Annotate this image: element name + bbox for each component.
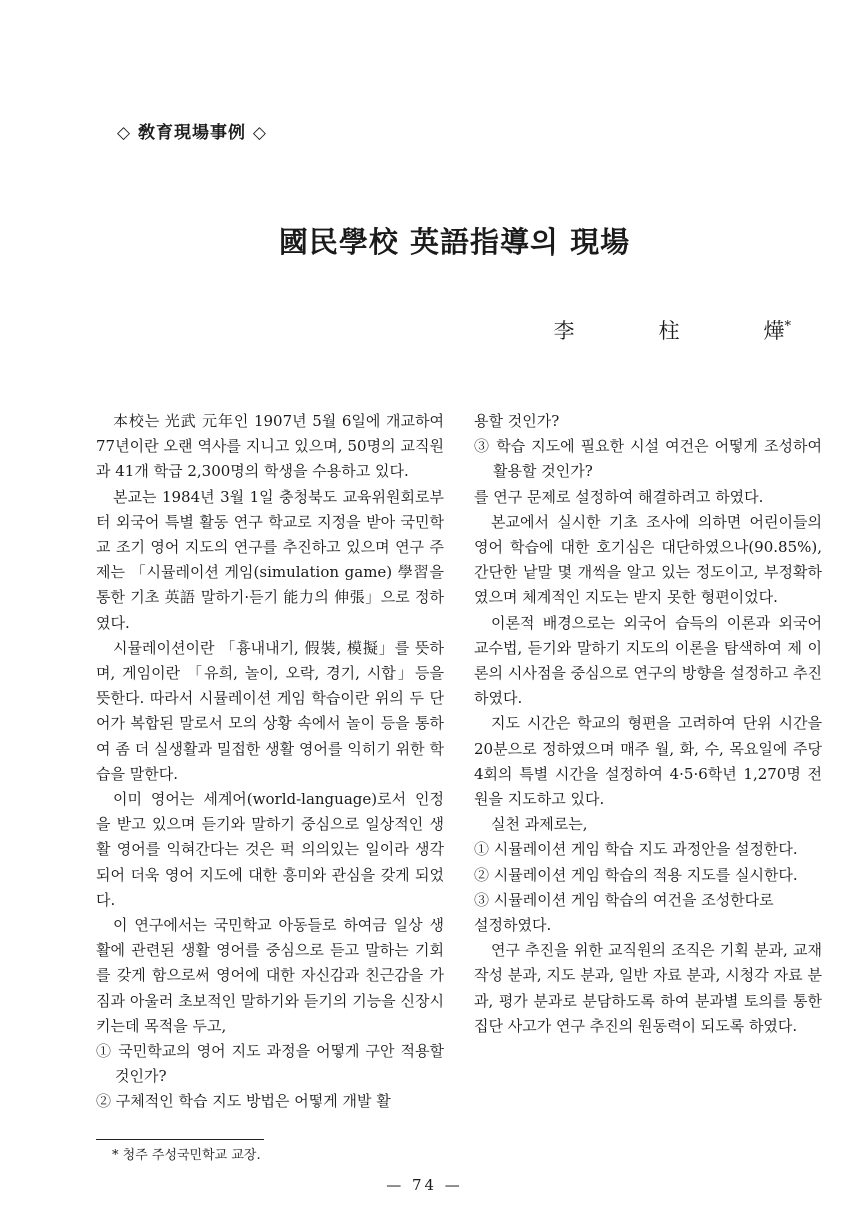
body-paragraph: 本校는 光武 元年인 1907년 5월 6일에 개교하여 77년이란 오랜 역사를 지니고 있으며, 50명의 교직원과 41개 학급 2,300명의 학생을 수용하고 있다. (96, 412, 444, 481)
body-paragraph: 본교에서 실시한 기초 조사에 의하면 어린이들의 영어 학습에 대한 호기심은 대단하였으나(90.85%), 간단한 낱말 몇 개씩을 알고 있는 정도이고, 부정확하였으며 체계적인 지도는 받지 못한 형편이었다. (474, 512, 822, 607)
author-name-part: 柱 (658, 319, 680, 343)
body-column-right (474, 409, 822, 1039)
page-number: — 74 — (386, 1176, 463, 1194)
body-paragraph: 설정하였다. (474, 916, 552, 935)
list-item: ① 시뮬레이션 게임 학습 지도 과정안을 설정한다. (474, 840, 798, 859)
author-name-part: 李 (553, 319, 575, 343)
body-paragraph: 이 연구에서는 국민학교 아동들로 하여금 일상 생활에 관련된 생활 영어를 중심으로 듣고 말하는 기회를 갖게 함으로써 영어에 대한 자신감과 친근감을 가짐과 아울러 초보적인 말하기와 듣기의 기능을 신장시키는데 목적을 두고, (96, 916, 444, 1035)
body-paragraph: 이론적 배경으로는 외국어 습득의 이론과 외국어 교수법, 듣기와 말하기 지도의 이론을 탐색하여 제 이론의 시사점을 중심으로 연구의 방향을 설정하고 추진하였다. (474, 613, 822, 708)
list-item: ② 시뮬레이션 게임 학습의 적용 지도를 실시한다. (474, 865, 798, 884)
author-byline (554, 315, 792, 345)
list-item: ③ 시뮬레이션 게임 학습의 여건을 조성한다로 (474, 890, 774, 909)
body-paragraph: 지도 시간은 학교의 형편을 고려하여 단위 시간을 20분으로 정하였으며 매주 월, 화, 수, 목요일에 주당 4회의 특별 시간을 설정하여 4·5·6학년 1,270명 전원을 지도하고 있다. (474, 714, 822, 809)
body-paragraph: 연구 추진을 위한 교직원의 조직은 기획 분과, 교재 작성 분과, 지도 분과, 일반 자료 분과, 시청각 자료 분과, 평가 분과로 분담하도록 하여 분과별 토의를 통한 집단 사고가 연구 추진의 원동력이 되도록 하였다. (474, 941, 822, 1035)
article-title: 國民學校 英語指導의 現場 (278, 225, 631, 259)
body-paragraph: 실천 과제로는, (491, 815, 588, 834)
author-footnote-marker: * (784, 319, 791, 334)
author-name-part: 燁* (763, 319, 791, 343)
list-item: ① 국민학교의 영어 지도 과정을 어떻게 구안 적용할 것인가? (96, 1042, 444, 1086)
body-paragraph: 이미 영어는 세계어(world-language)로서 인정을 받고 있으며 듣기와 말하기 중심으로 일상적인 생활 영어를 익혀간다는 것은 퍽 의의있는 일이라 생각되어 더욱 영어 지도에 대한 흥미와 관심을 갖게 되었다. (96, 790, 444, 909)
section-label: ◇ 敎育現場事例 ◇ (117, 123, 267, 143)
body-paragraph: 용할 것인가? (474, 412, 560, 430)
body-column-left (96, 409, 444, 1115)
footnote-rule (96, 1139, 264, 1140)
footnote: * 청주 주성국민학교 교장. (112, 1148, 261, 1163)
list-item: ③ 학습 지도에 필요한 시설 여건은 어떻게 조성하여 활용할 것인가? (474, 437, 822, 481)
body-paragraph: 를 연구 문제로 설정하여 해결하려고 하였다. (474, 487, 764, 506)
body-paragraph: 본교는 1984년 3월 1일 충청북도 교육위원회로부터 외국어 특별 활동 연구 학교로 지정을 받아 국민학교 조기 영어 지도의 연구를 추진하고 있으며 연구 주제는 「시뮬레이션 게임(simulation game) 學習을 통한 기초 英語 말하기·듣기 能力의 伸張」으로 정하였다. (96, 487, 444, 632)
body-paragraph: 시뮬레이션이란 「흉내내기, 假裝, 模擬」를 뜻하며, 게임이란 「유희, 놀이, 오락, 경기, 시합」등을 뜻한다. 따라서 시뮬레이션 게임 학습이란 위의 두 단어가 복합된 말로서 모의 상황 속에서 놀이 등을 통하여 좀 더 실생활과 밀접한 생활 영어를 익히기 위한 학습을 말한다. (96, 638, 444, 783)
list-item: ② 구체적인 학습 지도 방법은 어떻게 개발 활 (96, 1092, 391, 1111)
